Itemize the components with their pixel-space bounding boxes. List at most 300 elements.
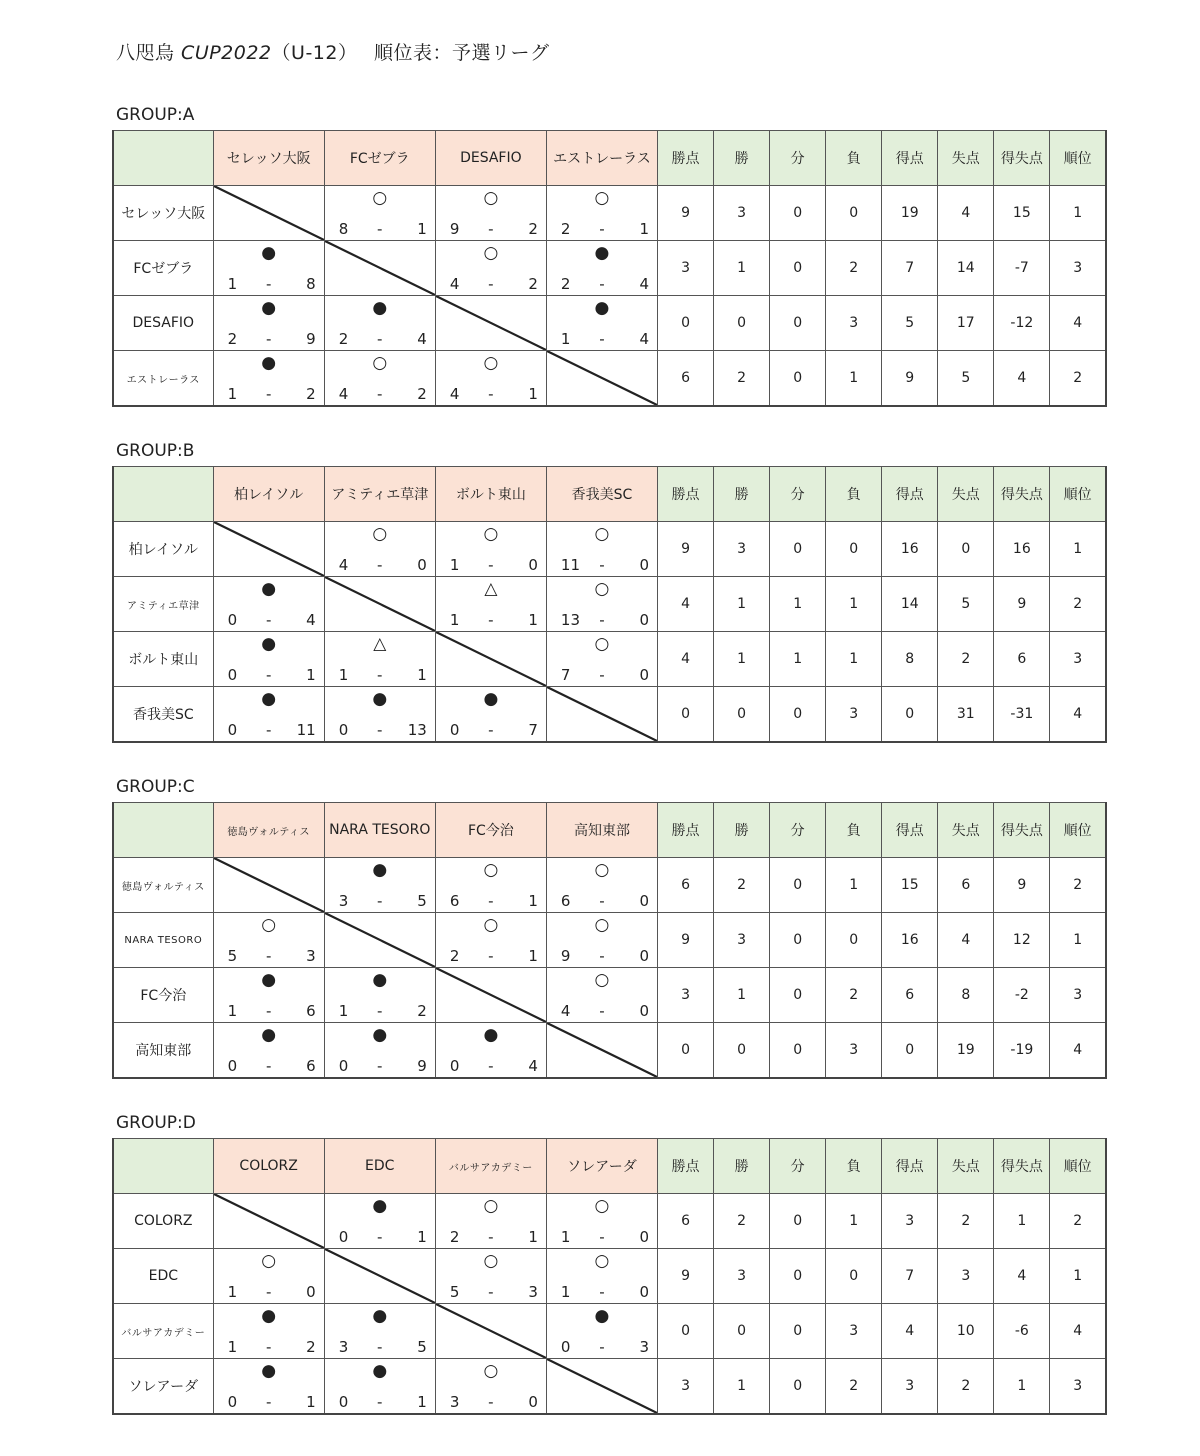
- result-mark: ○: [594, 970, 610, 990]
- score-dash: -: [265, 1283, 272, 1301]
- stat-value: 0: [770, 1304, 826, 1359]
- stat-value: 0: [770, 1023, 826, 1079]
- score-dash: -: [265, 1393, 272, 1411]
- team-row: [113, 632, 1106, 687]
- result-mark: ●: [372, 860, 388, 880]
- goals-for: 7: [560, 666, 571, 684]
- match-result-cell: [324, 1359, 435, 1415]
- stat-column-header: 失点: [938, 803, 994, 858]
- goals-for: 0: [449, 721, 460, 739]
- stat-column-header: 負: [826, 467, 882, 522]
- corner-cell: [113, 1139, 213, 1194]
- result-mark: ○: [483, 1251, 499, 1271]
- goals-against: 1: [528, 611, 538, 629]
- stat-value: 14: [938, 241, 994, 296]
- stat-value: 6: [658, 858, 714, 913]
- team-row: [113, 577, 1106, 632]
- standings-table: [112, 802, 1107, 1079]
- stat-value: 12: [994, 913, 1050, 968]
- goals-against: 0: [639, 556, 650, 574]
- stat-value: 1: [714, 1359, 770, 1415]
- result-mark: ●: [261, 298, 277, 318]
- score-dash: -: [599, 1228, 605, 1246]
- match-result-cell: [213, 241, 324, 296]
- result-mark: ○: [372, 353, 388, 373]
- stat-column-header: 順位: [1050, 131, 1106, 186]
- page-title: [116, 38, 550, 65]
- stat-value: 1: [1050, 913, 1106, 968]
- stat-value: 0: [770, 296, 826, 351]
- result-mark: ●: [372, 689, 388, 709]
- result-mark: ○: [594, 1251, 610, 1271]
- goals-for: 2: [449, 1228, 460, 1246]
- diagonal-line: [214, 1194, 324, 1248]
- stat-value: 3: [1050, 1359, 1106, 1415]
- stat-value: 1: [714, 968, 770, 1023]
- stat-value: 16: [994, 522, 1050, 577]
- stat-value: 2: [826, 968, 882, 1023]
- goals-against: 9: [417, 1057, 427, 1075]
- score-dash: -: [599, 892, 605, 910]
- result-mark: ●: [261, 243, 277, 263]
- goals-for: 3: [338, 892, 349, 910]
- stat-value: 0: [882, 1023, 938, 1079]
- result-mark: ●: [372, 1361, 388, 1381]
- stat-value: 10: [938, 1304, 994, 1359]
- goals-for: 3: [338, 1338, 349, 1356]
- goals-against: 1: [528, 892, 538, 910]
- match-result-cell: [213, 296, 324, 351]
- score-dash: -: [488, 275, 494, 293]
- score-dash: -: [377, 220, 383, 238]
- stat-value: 0: [658, 687, 714, 743]
- team-column-header: アミティエ草津: [324, 467, 435, 522]
- result-mark: ●: [372, 1025, 388, 1045]
- goals-for: 1: [227, 1338, 238, 1356]
- goals-against: 1: [417, 666, 427, 684]
- group-section: [112, 436, 1106, 743]
- stat-value: 0: [826, 522, 882, 577]
- match-result-cell: [213, 577, 324, 632]
- goals-for: 4: [449, 275, 460, 293]
- team-column-header: 高知東部: [546, 803, 657, 858]
- header-row: [113, 467, 1106, 522]
- group-label: GROUP:A: [116, 105, 195, 125]
- result-mark: ○: [483, 243, 499, 263]
- stat-value: 3: [1050, 968, 1106, 1023]
- goals-for: 6: [560, 892, 571, 910]
- score-dash: -: [599, 330, 605, 348]
- stat-column-header: 失点: [938, 1139, 994, 1194]
- group-label: GROUP:D: [116, 1113, 196, 1133]
- diagonal-cell: [435, 1304, 546, 1359]
- team-row-name: エストレーラス: [113, 351, 213, 407]
- page-title-prefix: 八咫烏: [116, 42, 182, 64]
- score-dash: -: [377, 1393, 383, 1411]
- stat-value: -6: [994, 1304, 1050, 1359]
- diagonal-line: [325, 577, 435, 631]
- match-result-cell: [213, 687, 324, 743]
- stat-value: 0: [882, 687, 938, 743]
- goals-against: 4: [528, 1057, 538, 1075]
- stat-value: 3: [658, 968, 714, 1023]
- match-result-cell: [546, 1194, 657, 1249]
- stat-value: 5: [938, 577, 994, 632]
- stat-value: 1: [1050, 522, 1106, 577]
- stat-value: 9: [658, 186, 714, 241]
- goals-for: 9: [449, 220, 460, 238]
- stat-value: 0: [770, 186, 826, 241]
- match-result-cell: [435, 186, 546, 241]
- result-mark: ●: [261, 579, 277, 599]
- stat-value: 4: [882, 1304, 938, 1359]
- result-mark: ○: [594, 860, 610, 880]
- stat-value: 9: [994, 858, 1050, 913]
- stat-column-header: 失点: [938, 467, 994, 522]
- diagonal-line: [436, 1304, 546, 1358]
- score-dash: -: [599, 1338, 605, 1356]
- team-row: [113, 968, 1106, 1023]
- stat-value: 0: [770, 687, 826, 743]
- goals-against: 2: [417, 385, 427, 403]
- stat-value: 0: [770, 858, 826, 913]
- stat-value: 17: [938, 296, 994, 351]
- result-mark: ○: [372, 188, 388, 208]
- goals-for: 0: [338, 1228, 349, 1246]
- goals-for: 2: [560, 275, 571, 293]
- match-result-cell: [213, 1023, 324, 1079]
- match-result-cell: [324, 1023, 435, 1079]
- stat-column-header: 分: [770, 467, 826, 522]
- score-dash: -: [488, 721, 494, 739]
- result-mark: △: [484, 579, 498, 599]
- goals-against: 1: [528, 385, 538, 403]
- stat-column-header: 勝: [714, 467, 770, 522]
- score-dash: -: [488, 892, 494, 910]
- goals-for: 3: [449, 1393, 460, 1411]
- diagonal-line: [325, 913, 435, 967]
- corner-cell: [113, 467, 213, 522]
- team-row-name: ボルト東山: [113, 632, 213, 687]
- score-dash: -: [377, 1228, 383, 1246]
- diagonal-cell: [213, 186, 324, 241]
- goals-for: 4: [338, 385, 349, 403]
- score-dash: -: [599, 947, 605, 965]
- stat-value: 0: [658, 296, 714, 351]
- team-row-name: 徳島ヴォルティス: [113, 858, 213, 913]
- goals-against: 1: [306, 1393, 316, 1411]
- result-mark: ○: [261, 1251, 277, 1271]
- team-row-name: ソレアーダ: [113, 1359, 213, 1415]
- stat-value: 1: [826, 858, 882, 913]
- diagonal-cell: [546, 351, 657, 407]
- diagonal-cell: [213, 1194, 324, 1249]
- goals-against: 0: [639, 892, 650, 910]
- stat-value: 14: [882, 577, 938, 632]
- goals-for: 0: [449, 1057, 460, 1075]
- stat-value: 3: [938, 1249, 994, 1304]
- stat-column-header: 失点: [938, 131, 994, 186]
- stat-column-header: 得失点: [994, 1139, 1050, 1194]
- goals-against: 11: [296, 721, 316, 739]
- result-mark: ●: [483, 1025, 499, 1045]
- stat-value: 0: [770, 1249, 826, 1304]
- match-result-cell: [213, 913, 324, 968]
- goals-against: 1: [417, 1228, 427, 1246]
- match-result-cell: [324, 186, 435, 241]
- match-result-cell: [324, 351, 435, 407]
- goals-against: 1: [528, 1228, 538, 1246]
- score-dash: -: [488, 947, 494, 965]
- goals-against: 0: [306, 1283, 316, 1301]
- goals-against: 4: [639, 330, 650, 348]
- result-mark: ○: [594, 524, 610, 544]
- result-mark: ○: [483, 860, 499, 880]
- team-row-name: EDC: [113, 1249, 213, 1304]
- score-dash: -: [599, 1002, 605, 1020]
- stat-value: 16: [882, 913, 938, 968]
- stat-value: 19: [882, 186, 938, 241]
- score-dash: -: [599, 1283, 605, 1301]
- diagonal-line: [214, 522, 324, 576]
- goals-against: 0: [528, 1393, 538, 1411]
- goals-for: 1: [227, 275, 238, 293]
- goals-against: 9: [306, 330, 316, 348]
- match-result-cell: [435, 1194, 546, 1249]
- stat-value: 0: [826, 1249, 882, 1304]
- score-dash: -: [377, 666, 383, 684]
- stat-value: 4: [994, 1249, 1050, 1304]
- score-dash: -: [377, 892, 383, 910]
- match-result-cell: [324, 687, 435, 743]
- stat-value: 3: [714, 1249, 770, 1304]
- score-dash: -: [265, 666, 272, 684]
- stat-value: 0: [714, 687, 770, 743]
- stat-value: 1: [714, 241, 770, 296]
- stat-column-header: 得点: [882, 131, 938, 186]
- result-mark: ○: [594, 188, 610, 208]
- stat-value: 0: [938, 522, 994, 577]
- goals-against: 3: [306, 947, 316, 965]
- diagonal-line: [547, 1359, 657, 1413]
- team-row: [113, 913, 1106, 968]
- stat-value: 1: [714, 632, 770, 687]
- goals-for: 4: [560, 1002, 571, 1020]
- stat-value: 15: [882, 858, 938, 913]
- stat-column-header: 得点: [882, 1139, 938, 1194]
- goals-for: 2: [227, 330, 238, 348]
- stat-column-header: 得失点: [994, 467, 1050, 522]
- goals-against: 0: [417, 556, 427, 574]
- stat-value: 1: [826, 351, 882, 407]
- stat-value: -19: [994, 1023, 1050, 1079]
- stat-value: 2: [1050, 858, 1106, 913]
- match-result-cell: [435, 1249, 546, 1304]
- score-dash: -: [599, 611, 605, 629]
- result-mark: ●: [483, 689, 499, 709]
- stat-value: 3: [882, 1359, 938, 1415]
- team-column-header: バルサアカデミー: [435, 1139, 546, 1194]
- goals-for: 1: [560, 1283, 571, 1301]
- team-column-header: 徳島ヴォルティス: [213, 803, 324, 858]
- stat-value: 3: [826, 687, 882, 743]
- stat-value: 5: [938, 351, 994, 407]
- result-mark: ●: [261, 634, 277, 654]
- stat-value: 0: [770, 968, 826, 1023]
- result-mark: ○: [372, 524, 388, 544]
- diagonal-cell: [213, 522, 324, 577]
- team-row-name: NARA TESORO: [113, 913, 213, 968]
- match-result-cell: [324, 632, 435, 687]
- match-result-cell: [324, 968, 435, 1023]
- stat-value: 0: [770, 1359, 826, 1415]
- team-column-header: ソレアーダ: [546, 1139, 657, 1194]
- stat-value: 1: [826, 632, 882, 687]
- standings-table: [112, 130, 1107, 407]
- stat-column-header: 順位: [1050, 467, 1106, 522]
- team-row: [113, 1304, 1106, 1359]
- diagonal-line: [547, 687, 657, 741]
- goals-for: 1: [338, 1002, 349, 1020]
- goals-against: 4: [639, 275, 650, 293]
- team-row: [113, 351, 1106, 407]
- goals-for: 0: [560, 1338, 571, 1356]
- match-result-cell: [324, 1304, 435, 1359]
- match-result-cell: [435, 858, 546, 913]
- diagonal-line: [214, 858, 324, 912]
- stat-column-header: 得点: [882, 803, 938, 858]
- goals-against: 0: [528, 556, 538, 574]
- team-row: [113, 1194, 1106, 1249]
- goals-against: 7: [528, 721, 538, 739]
- stat-value: 9: [658, 522, 714, 577]
- goals-against: 0: [639, 666, 650, 684]
- goals-for: 2: [560, 220, 571, 238]
- goals-against: 3: [528, 1283, 538, 1301]
- result-mark: ●: [372, 298, 388, 318]
- result-mark: ●: [261, 970, 277, 990]
- stat-value: 9: [994, 577, 1050, 632]
- stat-value: 4: [1050, 1304, 1106, 1359]
- goals-against: 5: [417, 892, 427, 910]
- stat-value: 1: [1050, 1249, 1106, 1304]
- stat-value: 2: [1050, 351, 1106, 407]
- goals-against: 4: [417, 330, 427, 348]
- match-result-cell: [213, 1304, 324, 1359]
- header-row: [113, 1139, 1106, 1194]
- stat-column-header: 勝点: [658, 1139, 714, 1194]
- stat-value: 3: [714, 186, 770, 241]
- group-section: [112, 1108, 1106, 1415]
- stat-value: 6: [882, 968, 938, 1023]
- goals-against: 0: [639, 947, 650, 965]
- match-result-cell: [435, 522, 546, 577]
- goals-against: 4: [306, 611, 316, 629]
- team-row: [113, 687, 1106, 743]
- match-result-cell: [435, 1359, 546, 1415]
- group-label: GROUP:C: [116, 777, 195, 797]
- stat-value: 3: [714, 522, 770, 577]
- stat-value: 3: [826, 1304, 882, 1359]
- stat-value: 6: [658, 1194, 714, 1249]
- stat-value: 1: [770, 577, 826, 632]
- match-result-cell: [213, 968, 324, 1023]
- team-row: [113, 296, 1106, 351]
- match-result-cell: [435, 687, 546, 743]
- goals-for: 13: [560, 611, 581, 629]
- match-result-cell: [435, 577, 546, 632]
- stat-value: 2: [714, 858, 770, 913]
- diagonal-cell: [435, 632, 546, 687]
- goals-against: 6: [306, 1057, 316, 1075]
- stat-value: 3: [658, 241, 714, 296]
- stat-value: 4: [994, 351, 1050, 407]
- stat-column-header: 得点: [882, 467, 938, 522]
- diagonal-line: [547, 1023, 657, 1077]
- team-column-header: セレッソ大阪: [213, 131, 324, 186]
- team-row-name: 香我美SC: [113, 687, 213, 743]
- stat-value: 9: [882, 351, 938, 407]
- match-result-cell: [546, 632, 657, 687]
- team-row-name: 柏レイソル: [113, 522, 213, 577]
- score-dash: -: [377, 556, 383, 574]
- score-dash: -: [377, 330, 383, 348]
- score-dash: -: [265, 275, 272, 293]
- team-row: [113, 186, 1106, 241]
- stat-value: -2: [994, 968, 1050, 1023]
- stat-value: 4: [1050, 687, 1106, 743]
- diagonal-cell: [324, 241, 435, 296]
- team-column-header: DESAFIO: [435, 131, 546, 186]
- goals-for: 0: [227, 1393, 238, 1411]
- stat-value: 1: [826, 577, 882, 632]
- score-dash: -: [265, 611, 272, 629]
- score-dash: -: [488, 220, 494, 238]
- goals-for: 0: [227, 611, 238, 629]
- team-column-header: エストレーラス: [546, 131, 657, 186]
- team-row: [113, 522, 1106, 577]
- stat-column-header: 勝: [714, 803, 770, 858]
- match-result-cell: [213, 351, 324, 407]
- goals-for: 1: [449, 611, 460, 629]
- match-result-cell: [213, 1359, 324, 1415]
- goals-for: 1: [227, 1283, 238, 1301]
- goals-for: 1: [227, 1002, 238, 1020]
- score-dash: -: [265, 330, 272, 348]
- stat-value: 7: [882, 1249, 938, 1304]
- stat-column-header: 勝: [714, 131, 770, 186]
- match-result-cell: [546, 241, 657, 296]
- stat-column-header: 勝点: [658, 467, 714, 522]
- result-mark: ●: [261, 353, 277, 373]
- score-dash: -: [488, 385, 494, 403]
- match-result-cell: [546, 577, 657, 632]
- match-result-cell: [546, 186, 657, 241]
- goals-for: 11: [560, 556, 581, 574]
- team-row: [113, 1249, 1106, 1304]
- stat-value: 9: [658, 913, 714, 968]
- result-mark: ●: [261, 689, 277, 709]
- stat-column-header: 得失点: [994, 131, 1050, 186]
- score-dash: -: [599, 556, 605, 574]
- stat-value: 0: [770, 1194, 826, 1249]
- goals-against: 0: [639, 1283, 650, 1301]
- goals-for: 1: [227, 385, 238, 403]
- goals-for: 0: [338, 721, 349, 739]
- diagonal-line: [214, 186, 324, 240]
- goals-for: 0: [338, 1393, 349, 1411]
- stat-value: 2: [938, 632, 994, 687]
